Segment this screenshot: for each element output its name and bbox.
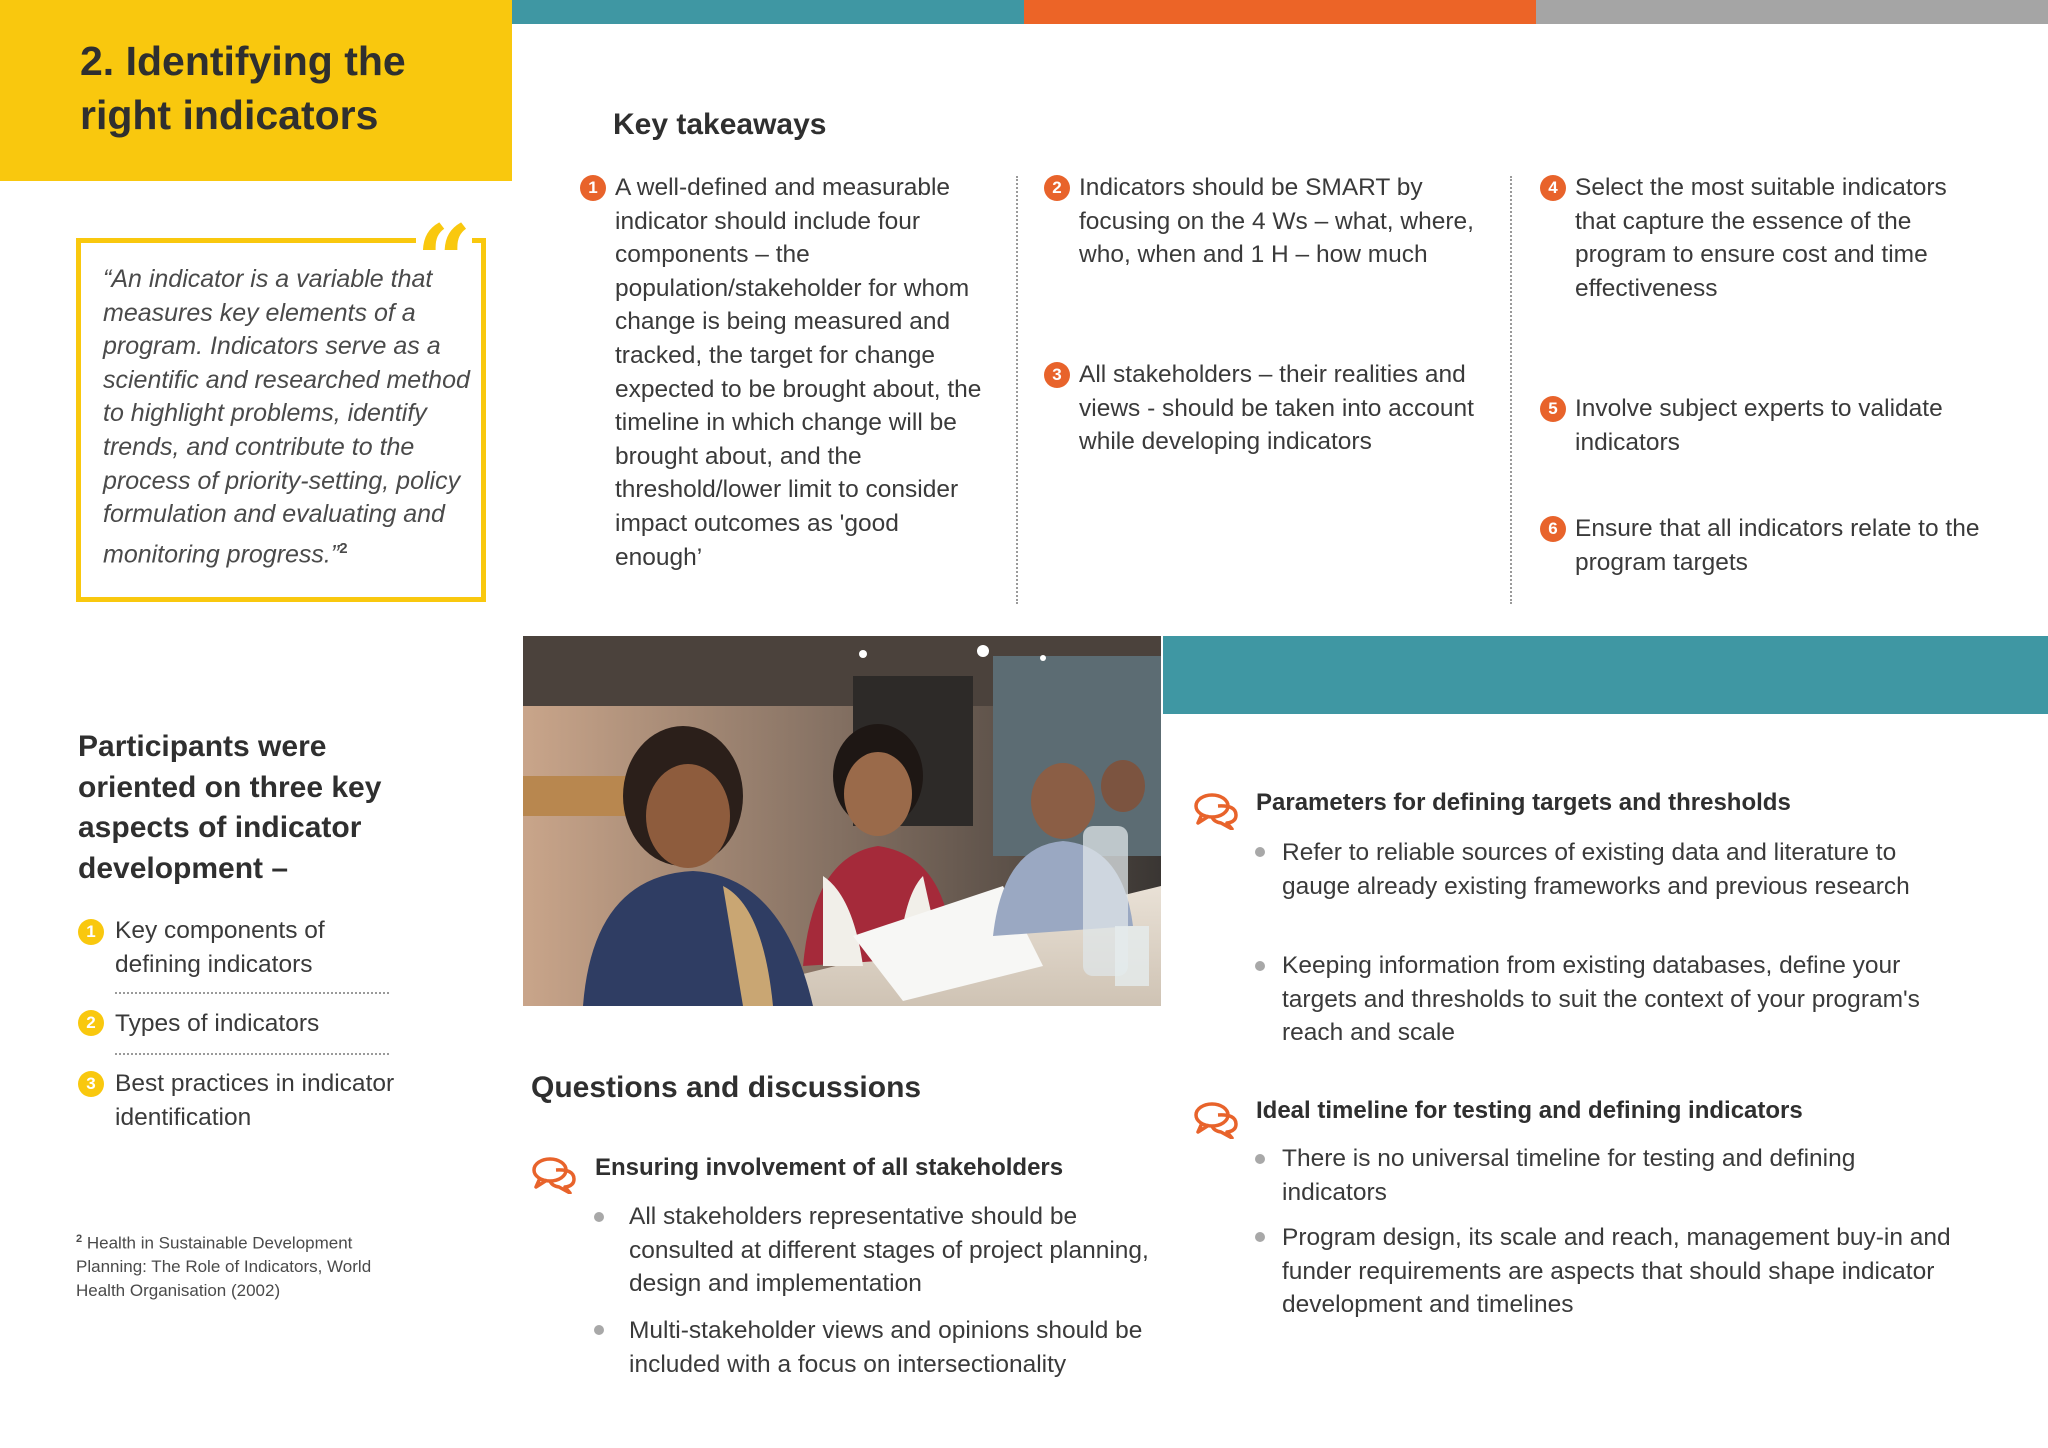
number-badge: 1 (580, 175, 606, 201)
takeaway-item: Indicators should be SMART by focusing on the 4 Ws – what, where, who, when and 1 H – how much (1079, 174, 1474, 269)
participants-heading: Participants were oriented on three key aspects of indicator development – (78, 730, 382, 885)
bullet (1255, 1232, 1265, 1242)
teal-band (1163, 636, 2048, 714)
title-block (0, 0, 512, 181)
quote-mark-icon: “ (416, 204, 472, 317)
divider (115, 992, 389, 994)
number-badge: 5 (1540, 396, 1566, 422)
discussion-bullet: There is no universal timeline for testing and defining indicators (1282, 1145, 1856, 1206)
discussion-title: Ideal timeline for testing and defining indicators (1256, 1097, 1803, 1124)
discussion-bullet: Refer to reliable sources of existing data and literature to gauge already existing frameworks and previous research (1282, 839, 1910, 900)
number-badge: 6 (1540, 516, 1566, 542)
speech-bubbles-icon (1194, 792, 1240, 830)
divider (1016, 176, 1018, 604)
takeaway-item: Select the most suitable indicators that capture the essence of the program to ensure cost and time effectiveness (1575, 174, 1947, 302)
aspect-item: Best practices in indicator identification (115, 1070, 395, 1131)
top-bar-orange (1024, 0, 1536, 24)
discussion-bullet: All stakeholders representative should be consulted at different stages of project planning, design and implementation (629, 1203, 1149, 1298)
bullet (1255, 847, 1265, 857)
key-takeaways-heading: Key takeaways (613, 108, 827, 141)
discussion-bullet: Program design, its scale and reach, management buy-in and funder requirements are aspects that should shape indicator development and timelines (1282, 1224, 1951, 1319)
divider (115, 1053, 389, 1055)
takeaway-item: A well-defined and measurable indicator should include four components – the population/stakeholder for whom change is being measured and tracked, the target for change expected to be brought about, the timeline in which change will be brought about, and the threshold/lower limit to consider impact outcomes as 'good enough’ (615, 174, 982, 571)
aspect-item: Key components of defining indicators (115, 917, 325, 978)
top-bar-grey (1536, 0, 2048, 24)
discussion-title: Ensuring involvement of all stakeholders (595, 1154, 1064, 1181)
questions-heading: Questions and discussions (531, 1071, 922, 1104)
workshop-photo (523, 636, 1161, 1006)
number-badge: 1 (78, 919, 104, 945)
speech-bubbles-icon (1194, 1101, 1240, 1139)
quote-text: “An indicator is a variable that measures key elements of a program. Indicators serve as a scientific and researched method to highlight problems, identify trends, and contribute to the process of priority-setting, policy formulation and evaluating and monitoring progress.”$^2$ (103, 265, 470, 569)
takeaway-item: All stakeholders – their realities and views - should be taken into account while developing indicators (1079, 361, 1474, 456)
bullet (594, 1212, 604, 1222)
discussion-bullet: Multi-stakeholder views and opinions should be included with a focus on intersectionality (629, 1317, 1143, 1378)
number-badge: 2 (1044, 175, 1070, 201)
footnote: $^2$ Health in Sustainable Development Planning: The Role of Indicators, World Health Organisation (2002) (76, 1233, 372, 1300)
bullet (1255, 1154, 1265, 1164)
discussion-bullet: Keeping information from existing databases, define your targets and thresholds to suit the context of your program's reach and scale (1282, 952, 1920, 1047)
number-badge: 3 (78, 1071, 104, 1097)
divider (1510, 176, 1512, 604)
bullet (594, 1325, 604, 1335)
number-badge: 3 (1044, 362, 1070, 388)
footnote-marker: 2 (76, 1233, 83, 1245)
takeaway-item: Involve subject experts to validate indicators (1575, 395, 1943, 456)
bullet (1255, 961, 1265, 971)
aspect-item: Types of indicators (115, 1010, 320, 1037)
top-bar-teal (512, 0, 1024, 24)
takeaway-item: Ensure that all indicators relate to the program targets (1575, 515, 1980, 576)
number-badge: 2 (78, 1010, 104, 1036)
speech-bubbles-icon (532, 1156, 578, 1194)
discussion-title: Parameters for defining targets and thresholds (1256, 789, 1791, 816)
photo-illustration (523, 636, 1161, 1006)
page-title: 2. Identifying the right indicators (80, 38, 406, 138)
footnote-ref: 2 (339, 539, 348, 557)
number-badge: 4 (1540, 175, 1566, 201)
